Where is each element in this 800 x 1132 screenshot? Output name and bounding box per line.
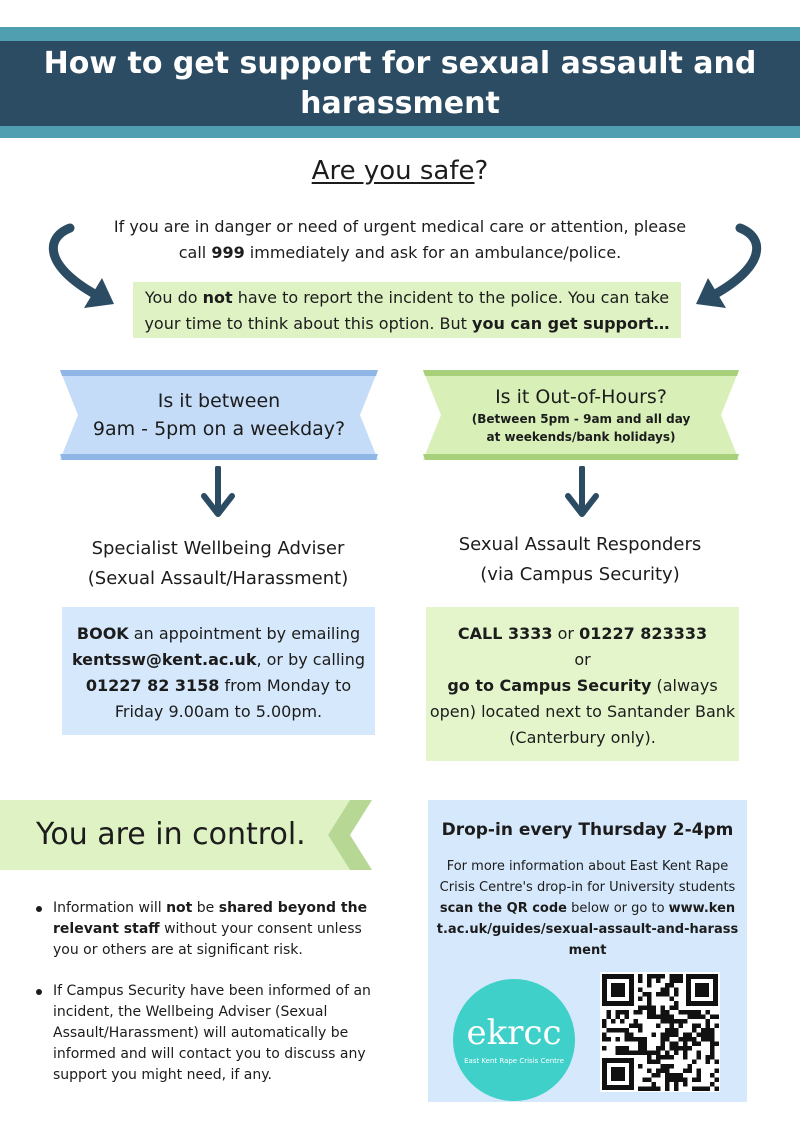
out-of-hours-banner [423,370,739,460]
list-item [36,981,386,1086]
qr-code-icon[interactable] [600,972,720,1092]
out-of-hours-banner-title: Is it Out-of-Hours? [495,386,667,408]
control-title: You are in control. [36,817,306,852]
control-banner [0,800,372,870]
bullet1-text-3: without your consent unless you or others are at significant risk. [53,921,362,958]
reporting-note [133,282,681,338]
bullet1-bold-not: not [166,900,193,916]
danger-text-2: immediately and ask for an ambulance/police. [244,243,622,262]
page-header [0,41,800,126]
wellbeing-adviser-line1: Specialist Wellbeing Adviser [91,538,345,559]
or-text-1: or [552,624,580,643]
dropin-text-2: below or go to [566,901,669,916]
ekrcc-logo-subtitle: East Kent Rape Crisis Centre [464,1057,564,1065]
curved-arrow-right-icon [680,222,770,312]
danger-text-1: If you are in danger or need of urgent medical care or attention, please call [113,217,687,262]
wellbeing-adviser-title [48,534,388,594]
booking-text-1: an appointment by emailing [128,624,361,643]
security-location-text: (always open) located next to Santander Bank (Canterbury only). [429,676,736,747]
dropin-bold-qr: scan the QR code [439,901,567,916]
adviser-email-link[interactable]: kentssw@kent.ac.uk [71,650,257,669]
ekrcc-logo [453,979,575,1101]
responders-line1: Sexual Assault Responders [458,534,702,555]
guide-url-link[interactable]: www.kent.ac.uk/guides/sexual-assault-and-harassment [436,901,739,958]
header-top-stripe [0,27,800,41]
bullet1-text-2: be [192,900,219,916]
safe-heading-mark: ? [474,156,489,186]
or-text-2: or [574,650,591,669]
responders-title [410,530,750,590]
emergency-number: 999 [211,243,245,262]
responders-line2: (via Campus Security) [480,564,680,585]
bullet1-bold-staff: shared beyond the relevant staff [53,900,368,937]
weekday-hours-banner [60,370,378,460]
weekday-banner-line1: Is it between [157,390,281,412]
bullet2-text: If Campus Security have been informed of an incident, the Wellbeing Adviser (Sexual Assault/Harassment) will automatically be informed and will contact you to discuss any support you might need, if any. [53,983,371,1083]
out-of-hours-banner-sub: (Between 5pm - 9am and all day at weekends/bank holidays) [471,412,691,444]
down-arrow-left-icon [200,466,236,518]
safe-heading [0,156,800,186]
adviser-phone[interactable]: 01227 82 3158 [85,676,220,695]
curved-arrow-left-icon [40,222,130,312]
down-arrow-right-icon [564,466,600,518]
booking-text-2: , or by calling [256,650,366,669]
dropin-title: Drop-in every Thursday 2-4pm [441,820,734,840]
ekrcc-logo-word: ekrcc [466,1013,562,1053]
control-bullet-list [36,898,386,1106]
note-text-2: have to report the incident to the police. You can take your time to think about this option. But [144,288,670,333]
dropin-description [436,856,739,961]
weekday-banner-line2: 9am - 5pm on a weekday? [92,418,346,440]
note-bold-support: you can get support… [472,314,670,333]
dropin-text-1: For more information about East Kent Rape Crisis Centre's drop-in for University students [439,859,736,895]
book-label: BOOK [76,624,129,643]
list-item [36,898,386,961]
danger-instructions [110,214,690,266]
call-internal-number[interactable]: CALL 3333 [457,624,553,643]
note-text-1: You do [144,288,203,307]
go-to-security-label: go to Campus Security [447,676,652,695]
wellbeing-adviser-line2: (Sexual Assault/Harassment) [87,568,349,589]
note-bold-not: not [202,288,233,307]
security-phone[interactable]: 01227 823333 [579,624,708,643]
header-bottom-stripe [0,126,800,138]
booking-info-box [62,607,375,735]
safe-heading-underlined: Are you safe [311,156,475,186]
security-info-box [426,607,739,761]
page-title: How to get support for sexual assault and harassment [43,45,757,121]
bullet1-text-1: Information will [53,900,167,916]
booking-text-3: from Monday to Friday 9.00am to 5.00pm. [114,676,352,721]
